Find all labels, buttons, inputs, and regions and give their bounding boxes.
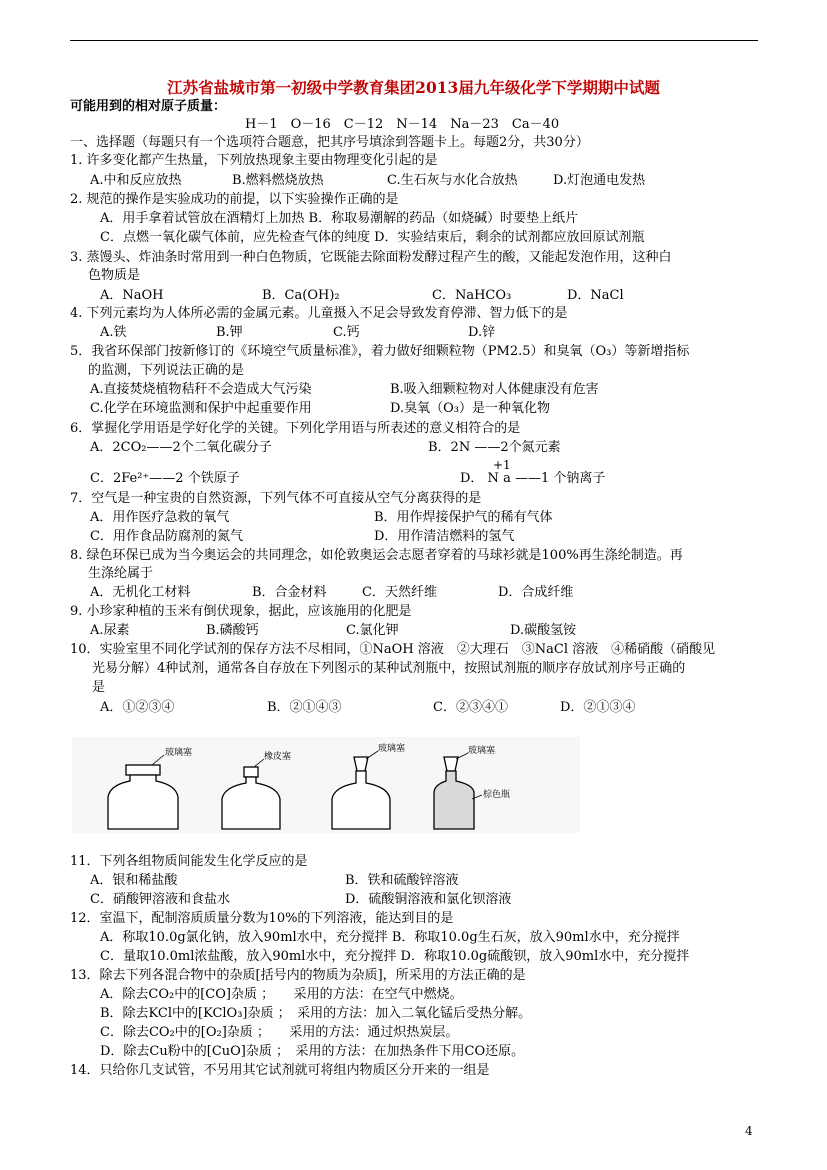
reagent-bottles-figure [72, 737, 580, 833]
bottle4-brown-label: 棕色瓶 [483, 790, 511, 800]
q11-option-c: C．硝酸钾溶液和食盐水 [90, 892, 230, 907]
q8-option-a: A．无机化工材料 [90, 585, 191, 600]
q10-stem: 10．实验室里不同化学试剂的保存方法不尽相同，①NaOH 溶液 ②大理石 ③NaCl 溶液 ④稀硝酸（硝酸见 [70, 642, 716, 657]
q8-stem: 8. 绿色环保已成为当今奥运会的共同理念，如伦敦奥运会志愿者穿着的马球衫就是100%再生涤纶制造。再 [70, 548, 683, 563]
q1-stem: 1. 许多变化都产生热量，下列放热现象主要由物理变化引起的是 [70, 153, 438, 168]
header-rule [70, 40, 758, 41]
q6-option-a: A．2CO₂——2个二氧化碳分子 [90, 440, 272, 455]
q13-option-d: D．除去Cu粉中的[CuO]杂质 ； 采用的方法：在加热条件下用CO还原。 [100, 1044, 525, 1059]
q10-option-c: C．②③④① [433, 700, 508, 715]
q5-option-a: A.直接焚烧植物秸秆不会造成大气污染 [90, 382, 312, 397]
page-title: 江苏省盐城市第一初级中学教育集团2013届九年级化学下学期期中试题 [167, 78, 660, 97]
q3-stem: 3. 蒸馒头、炸油条时常用到一种白色物质，它既能去除面粉发酵过程产生的酸，又能起发泡作用，这种白 [70, 250, 672, 265]
q1-option-c: C.生石灰与水化合放热 [387, 173, 518, 188]
mass-label: 可能用到的相对原子质量： [70, 99, 227, 114]
bottle3-label: 玻璃塞 [378, 744, 406, 754]
q4-option-b: B.钾 [216, 325, 243, 340]
q11-option-a: A．银和稀盐酸 [90, 873, 178, 888]
bottle2-label: 橡皮塞 [264, 752, 292, 762]
q2-options-cd: C．点燃一氧化碳气体前，应先检查气体的纯度 D．实验结束后，剩余的试剂都应放回原试剂瓶 [100, 230, 645, 245]
q12-options-cd: C．量取10.0ml浓盐酸，放入90ml水中，充分搅拌 D．称取10.0g硫酸钡，放入90ml水中，充分搅拌 [100, 949, 690, 964]
q4-stem: 4. 下列元素均为人体所必需的金属元素。儿童摄入不足会导致发育停滞、智力低下的是 [70, 306, 568, 321]
q5-option-d: D.臭氧（O₃）是一种氧化物 [390, 401, 550, 416]
q6-option-d: D． N a ——1 个钠离子 [460, 471, 606, 486]
q8-stem-cont: 生涤纶属于 [88, 566, 154, 581]
q5-option-c: C.化学在环境监测和保护中起重要作用 [90, 401, 312, 416]
q2-options-ab: A．用手拿着试管放在酒精灯上加热 B．称取易潮解的药品（如烧碱）时要垫上纸片 [100, 211, 579, 226]
q11-option-d: D．硫酸铜溶液和氯化钡溶液 [345, 892, 512, 907]
q3-option-b: B．Ca(OH)₂ [262, 288, 340, 303]
q3-option-c: C．NaHCO₃ [432, 288, 512, 303]
q11-option-b: B．铁和硫酸锌溶液 [345, 873, 459, 888]
q9-option-b: B.磷酸钙 [206, 623, 259, 638]
q14-stem: 14．只给你几支试管，不另用其它试剂就可将组内物质区分开来的一组是 [70, 1063, 490, 1078]
q9-stem: 9. 小珍家种植的玉米有倒伏现象，据此，应该施用的化肥是 [70, 604, 412, 619]
page-number: 4 [745, 1124, 753, 1138]
q9-option-c: C.氯化钾 [346, 623, 399, 638]
q7-option-c: C．用作食品防腐剂的氮气 [90, 529, 243, 544]
q4-option-d: D.锌 [468, 325, 496, 340]
q4-option-c: C.钙 [333, 325, 360, 340]
q10-stem-end: 是 [92, 680, 106, 695]
q8-option-c: C．天然纤维 [362, 585, 437, 600]
q10-option-d: D．②①③④ [560, 700, 636, 715]
q9-option-d: D.碳酸氢铵 [510, 623, 577, 638]
q3-stem-cont: 色物质是 [88, 268, 141, 283]
q5-stem: 5．我省环保部门按新修订的《环境空气质量标准》，着力做好细颗粒物（PM2.5）和臭氧（O₃）等新增指标 [70, 344, 690, 359]
q6-option-c: C．2Fe²⁺——2 个铁原子 [90, 471, 240, 486]
q12-options-ab: A．称取10.0g氯化钠，放入90ml水中，充分搅拌 B．称取10.0g生石灰，放入90ml水中，充分搅拌 [100, 930, 680, 945]
atomic-masses: H－1 O－16 C－12 N－14 Na－23 Ca－40 [245, 117, 560, 132]
q8-option-d: D．合成纤维 [498, 585, 574, 600]
bottle1-label: 玻璃塞 [165, 748, 193, 758]
q1-option-d: D.灯泡通电发热 [553, 173, 646, 188]
q6-stem: 6．掌握化学用语是学好化学的关键。下列化学用语与所表述的意义相符合的是 [70, 421, 521, 436]
q3-option-a: A．NaOH [100, 288, 164, 303]
q8-option-b: B．合金材料 [252, 585, 327, 600]
q1-option-a: A.中和反应放热 [90, 173, 182, 188]
q1-option-b: B.燃料燃烧放热 [232, 173, 324, 188]
q7-option-b: B．用作焊接保护气的稀有气体 [374, 510, 553, 525]
bottle4-stopper-label: 玻璃塞 [468, 746, 496, 756]
q7-option-a: A．用作医疗急救的氧气 [90, 510, 230, 525]
q6-charge-mark: +1 [493, 458, 511, 472]
q7-option-d: D．用作清洁燃料的氢气 [374, 529, 515, 544]
q10-option-b: B．②①④③ [267, 700, 342, 715]
q12-stem: 12．室温下，配制溶质质量分数为10%的下列溶液，能达到目的是 [70, 911, 454, 926]
q5-option-b: B.吸入细颗粒物对人体健康没有危害 [390, 382, 599, 397]
q10-option-a: A．①②③④ [100, 700, 175, 715]
q5-stem-cont: 的监测，下列说法正确的是 [88, 363, 245, 378]
q9-option-a: A.尿素 [90, 623, 130, 638]
q6-option-b: B．2N ——2个氮元素 [428, 440, 561, 455]
q13-stem: 13．除去下列各混合物中的杂质[括号内的物质为杂质]，所采用的方法正确的是 [70, 968, 526, 983]
q13-option-b: B．除去KCl中的[KClO₃]杂质 ； 采用的方法：加入二氧化锰后受热分解。 [100, 1006, 532, 1021]
section-heading: 一、选择题（每题只有一个选项符合题意，把其序号填涂到答题卡上。每题2分，共30分） [70, 135, 589, 150]
q13-option-a: A．除去CO₂中的[CO]杂质 ； 采用的方法：在空气中燃烧。 [100, 987, 463, 1002]
q2-stem: 2. 规范的操作是实验成功的前提，以下实验操作正确的是 [70, 192, 399, 207]
q10-stem-cont: 光易分解）4种试剂，通常各自存放在下列图示的某种试剂瓶中，按照试剂瓶的顺序存放试剂序号正确的 [92, 661, 686, 676]
q11-stem: 11．下列各组物质间能发生化学反应的是 [70, 854, 308, 869]
q4-option-a: A.铁 [100, 325, 127, 340]
q13-option-c: C．除去CO₂中的[O₂]杂质 ； 采用的方法：通过炽热炭层。 [100, 1025, 459, 1040]
q7-stem: 7．空气是一种宝贵的自然资源，下列气体不可直接从空气分离获得的是 [70, 491, 482, 506]
q3-option-d: D．NaCl [567, 288, 624, 303]
